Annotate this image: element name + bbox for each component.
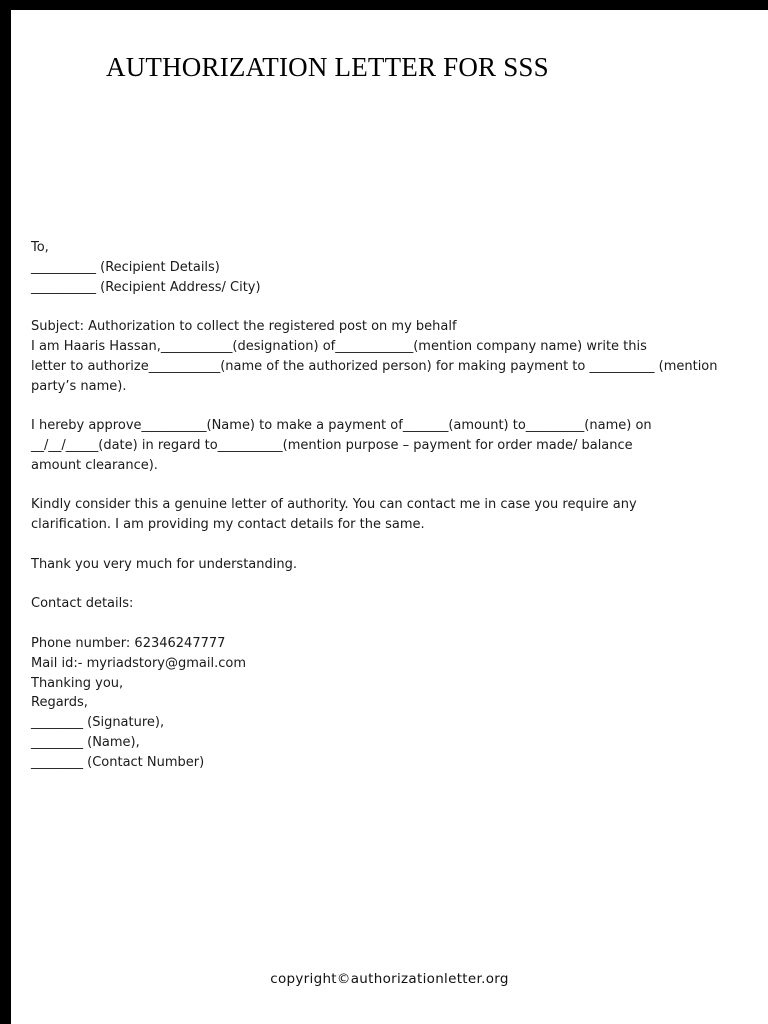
letter-line (31, 575, 761, 595)
letter-line: amount clearance). (31, 457, 158, 473)
letter-line: Regards, (31, 695, 88, 711)
letter-line: I am Haaris Hassan,___________(designation) of____________(mention company name) write this (31, 338, 647, 354)
letter-line: Thanking you, (31, 675, 124, 691)
top-border (0, 0, 768, 10)
letter-line: Subject: Authorization to collect the registered post on my behalf (31, 319, 457, 335)
letter-line: clarification. I am providing my contact details for the same. (31, 517, 425, 533)
letter-line: ________ (Contact Number) (31, 754, 205, 770)
letter-body (31, 238, 761, 773)
letter-line: Mail id:- myriadstory@gmail.com (31, 655, 247, 671)
letter-line: __/__/_____(date) in regard to__________(mention purpose – payment for order made/ balance (31, 437, 633, 453)
letter-line: I hereby approve__________(Name) to make a payment of_______(amount) to_________(name) on (31, 418, 652, 434)
letter-line: Phone number: 62346247777 (31, 635, 226, 651)
letter-line (31, 396, 761, 416)
letter-line: __________ (Recipient Address/ City) (31, 279, 261, 295)
letter-line: Thank you very much for understanding. (31, 556, 297, 572)
copyright-footer: copyright©authorizationletter.org (270, 971, 509, 987)
letter-line: ________ (Name), (31, 734, 140, 750)
letter-line (31, 476, 761, 496)
letter-line: letter to authorize___________(name of the authorized person) for making payment to __________ (mention (31, 358, 718, 374)
letter-line (31, 614, 761, 634)
letter-line: party’s name). (31, 378, 127, 394)
left-border (0, 0, 11, 1024)
letter-line: To, (31, 240, 49, 255)
document-title: AUTHORIZATION LETTER FOR SSS (106, 52, 549, 82)
letter-line: ________ (Signature), (31, 715, 165, 731)
letter-line: __________ (Recipient Details) (31, 259, 220, 275)
letter-line (31, 535, 761, 555)
letter-line (31, 297, 761, 317)
letter-line: Contact details: (31, 596, 134, 612)
document-page (11, 10, 768, 1024)
letter-line: Kindly consider this a genuine letter of authority. You can contact me in case you require any (31, 497, 637, 513)
